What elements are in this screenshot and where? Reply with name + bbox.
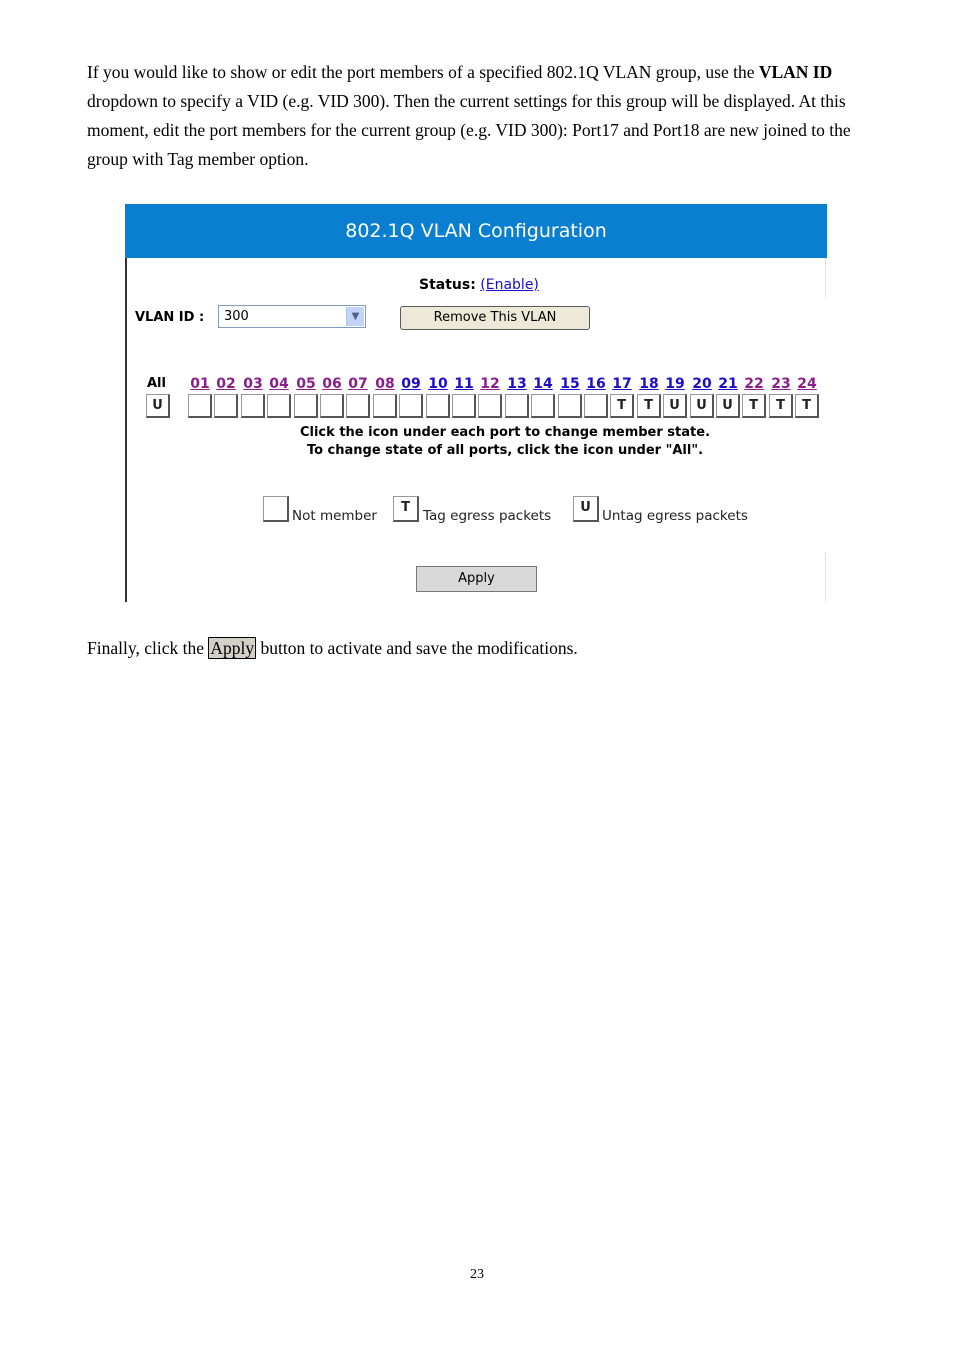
port-number-24[interactable]: 24	[797, 376, 817, 392]
port-number-12[interactable]: 12	[480, 376, 500, 392]
final-text-2: button to activate and save the modifications.	[256, 638, 578, 658]
tag-icon: T	[393, 496, 419, 522]
port-number-11[interactable]: 11	[454, 376, 474, 392]
intro-text-2: dropdown to specify a VID (e.g. VID 300). Then the current settings for this group will be displayed. At this moment, edit the port members for the current group (e.g. VID 300): Port17 and Port18 are new joined to the group with Tag member option.	[87, 91, 851, 169]
port-number-04[interactable]: 04	[269, 376, 289, 392]
port-number-23[interactable]: 23	[771, 376, 791, 392]
untag-icon: U	[573, 496, 599, 522]
page-number: 23	[470, 1267, 484, 1282]
port-state-icon-14[interactable]	[531, 394, 555, 418]
port-state-icon-15[interactable]	[558, 394, 582, 418]
hint-line-1: Click the icon under each port to change member state.	[299, 425, 711, 440]
port-number-22[interactable]: 22	[744, 376, 764, 392]
vlan-id-value: 300	[224, 309, 249, 324]
port-state-icon-20[interactable]: U	[690, 394, 714, 418]
port-state-icon-17[interactable]: T	[610, 394, 634, 418]
port-state-icon-02[interactable]	[214, 394, 238, 418]
port-number-05[interactable]: 05	[296, 376, 316, 392]
port-state-icon-05[interactable]	[294, 394, 318, 418]
intro-text-1: If you would like to show or edit the port members of a specified 802.1Q VLAN group, use the	[87, 62, 759, 82]
port-number-06[interactable]: 06	[322, 376, 342, 392]
port-number-02[interactable]: 02	[216, 376, 236, 392]
apply-button[interactable]: Apply	[416, 566, 537, 592]
port-state-icon-10[interactable]	[426, 394, 450, 418]
hint-line-2: To change state of all ports, click the icon under "All".	[306, 443, 704, 458]
port-number-17[interactable]: 17	[612, 376, 632, 392]
port-state-icon-09[interactable]	[399, 394, 423, 418]
status-enable-link[interactable]: (Enable)	[480, 277, 539, 293]
port-state-icon-07[interactable]	[346, 394, 370, 418]
port-number-15[interactable]: 15	[560, 376, 580, 392]
port-state-icon-24[interactable]: T	[795, 394, 819, 418]
chevron-down-icon[interactable]: ▼	[346, 307, 364, 326]
vlan-id-label: VLAN ID :	[135, 310, 205, 325]
status-label: Status:	[419, 277, 476, 293]
final-text-1: Finally, click the	[87, 638, 209, 658]
port-number-09[interactable]: 09	[401, 376, 421, 392]
port-state-icon-04[interactable]	[267, 394, 291, 418]
port-state-icon-16[interactable]	[584, 394, 608, 418]
not-member-icon	[263, 496, 289, 522]
port-number-08[interactable]: 08	[375, 376, 395, 392]
status-line	[419, 277, 539, 293]
port-number-20[interactable]: 20	[692, 376, 712, 392]
intro-paragraph	[87, 58, 867, 174]
port-state-icon-23[interactable]: T	[769, 394, 793, 418]
vlan-id-dropdown[interactable]	[218, 305, 366, 328]
port-number-14[interactable]: 14	[533, 376, 553, 392]
final-paragraph	[87, 634, 867, 663]
port-number-16[interactable]: 16	[586, 376, 606, 392]
port-number-21[interactable]: 21	[718, 376, 738, 392]
port-state-icon-06[interactable]	[320, 394, 344, 418]
all-ports-label: All	[147, 376, 166, 391]
port-state-icon-12[interactable]	[478, 394, 502, 418]
all-ports-state-icon[interactable]: U	[146, 394, 170, 418]
port-state-icon-08[interactable]	[373, 394, 397, 418]
port-number-19[interactable]: 19	[665, 376, 685, 392]
port-number-03[interactable]: 03	[243, 376, 263, 392]
port-number-13[interactable]: 13	[507, 376, 527, 392]
legend-tag: Tag egress packets	[423, 508, 552, 524]
port-number-07[interactable]: 07	[348, 376, 368, 392]
port-state-icon-03[interactable]	[241, 394, 265, 418]
panel-title: 802.1Q VLAN Configuration	[125, 204, 827, 258]
remove-vlan-button[interactable]: Remove This VLAN	[400, 306, 590, 330]
port-state-icon-11[interactable]	[452, 394, 476, 418]
port-number-10[interactable]: 10	[428, 376, 448, 392]
port-state-icon-13[interactable]	[505, 394, 529, 418]
port-state-icon-19[interactable]: U	[663, 394, 687, 418]
apply-reference: Apply	[210, 638, 255, 658]
panel-right-border-top	[825, 258, 827, 298]
port-state-icon-21[interactable]: U	[716, 394, 740, 418]
port-state-icon-18[interactable]: T	[637, 394, 661, 418]
port-state-icon-22[interactable]: T	[742, 394, 766, 418]
port-state-icon-01[interactable]	[188, 394, 212, 418]
panel-right-border-bottom	[825, 552, 827, 602]
legend-untag: Untag egress packets	[602, 508, 748, 524]
vlan-config-panel	[125, 204, 827, 602]
legend-not-member: Not member	[292, 508, 377, 524]
port-number-18[interactable]: 18	[639, 376, 659, 392]
intro-bold-vlan-id: VLAN ID	[758, 62, 833, 82]
port-number-01[interactable]: 01	[190, 376, 210, 392]
